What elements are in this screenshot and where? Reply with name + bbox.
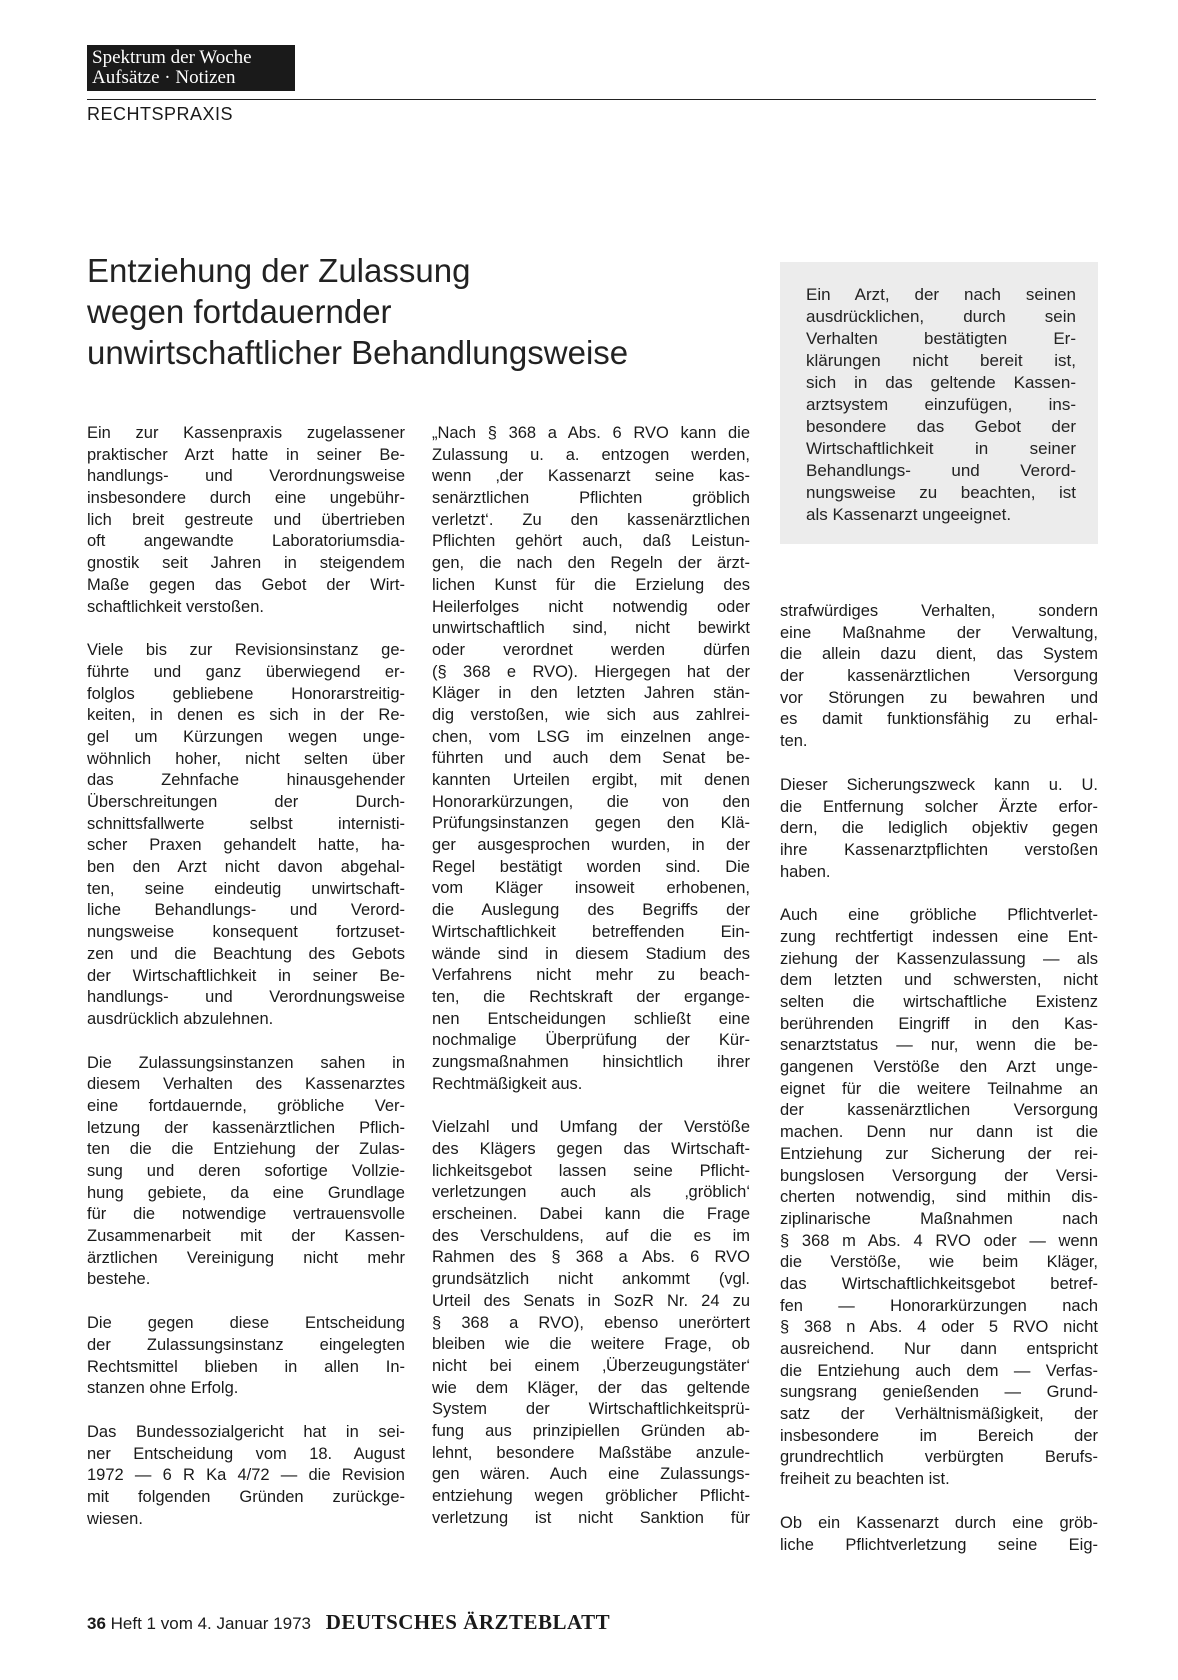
text-line: handlungs- und Verordnungsweise: [87, 467, 405, 486]
pull-quote: [780, 262, 1098, 544]
text-line: nungsweise konsequent fortzuset-: [87, 923, 405, 942]
pull-quote-line: Wirtschaftlichkeit in seiner: [806, 439, 1076, 458]
paragraph: [87, 640, 405, 1030]
pull-quote-line: nungsweise zu beachten, ist: [806, 483, 1076, 502]
paragraph-gap: [87, 618, 405, 640]
text-line: folglos gebliebene Honorarstreitig-: [87, 684, 405, 703]
text-line: verletzungen auch als ‚gröblich‘: [432, 1183, 750, 1202]
text-line: Rechtmäßigkeit aus.: [432, 1074, 583, 1093]
text-line: wöhnlich hoher, nicht selten über: [87, 749, 405, 768]
paragraph: [780, 905, 1098, 1491]
page-number: 36: [87, 1614, 106, 1633]
text-line: Viele bis zur Revisionsinstanz ge-: [87, 641, 405, 660]
text-line: (§ 368 e RVO). Hiergegen hat der: [432, 662, 750, 681]
paragraph-gap: [780, 883, 1098, 905]
text-line: gen, die nach den Regeln der ärzt-: [432, 554, 750, 573]
text-line: führten und auch dem Senat be-: [432, 749, 750, 768]
text-line: Vielzahl und Umfang der Verstöße: [432, 1118, 750, 1137]
text-line: die Entziehung auch dem — Verfas-: [780, 1361, 1098, 1380]
text-line: Rechtsmittel blieben in allen In-: [87, 1357, 405, 1376]
text-column-1: [87, 423, 405, 1530]
text-line: freiheit zu beachten ist.: [780, 1470, 950, 1489]
text-line: wiesen.: [87, 1509, 143, 1528]
text-line: dig verstoßen, wie sich aus zahlrei-: [432, 705, 750, 724]
text-line: der kassenärztlichen Versorgung: [780, 1101, 1098, 1120]
text-line: kannten Urteilen ergibt, mit denen: [432, 771, 750, 789]
text-line: ausreichend. Nur dann entspricht: [780, 1340, 1098, 1358]
text-line: Ein zur Kassenpraxis zugelassener: [87, 424, 405, 442]
text-line: vom Kläger insoweit erhobenen,: [432, 879, 750, 898]
text-line: oder verordnet werden dürfen: [432, 640, 750, 659]
text-line: es damit funktionsfähig zu erhal-: [780, 710, 1098, 729]
text-line: bleiben wie die weitere Frage, ob: [432, 1335, 750, 1354]
section-label-line2: Aufsätze · Notizen: [92, 67, 236, 88]
text-line: Honorarkürzungen, die von den: [432, 792, 750, 811]
pull-quote-line: arztsystem einzufügen, ins-: [806, 395, 1076, 414]
text-line: ärztlichen Vereinigung nicht mehr: [87, 1248, 405, 1267]
text-line: wenn ‚der Kassenarzt seine kas-: [432, 467, 750, 486]
pull-quote-line: Ein Arzt, der nach seinen: [806, 285, 1076, 304]
text-line: dern, die lediglich objektiv gegen: [780, 819, 1098, 838]
text-line: ben den Arzt nicht davon abgehal-: [87, 858, 405, 877]
pull-quote-line: sich in das geltende Kassen-: [806, 373, 1076, 392]
text-line: gnostik seit Jahren in steigendem: [87, 554, 405, 573]
text-line: Dieser Sicherungszweck kann u. U.: [780, 775, 1098, 794]
text-line: Pflichten gehört auch, daß Leistun-: [432, 532, 750, 551]
text-line: machen. Denn nur dann ist die: [780, 1123, 1098, 1142]
text-line: mit folgenden Gründen zurückge-: [87, 1487, 405, 1506]
paragraph-gap: [780, 1491, 1098, 1513]
text-line: sungsrang genießenden — Grund-: [780, 1383, 1098, 1402]
magazine-title: DEUTSCHES ÄRZTEBLATT: [325, 1610, 611, 1634]
paragraph: [87, 1313, 405, 1400]
text-line: für die notwendige vertrauensvolle: [87, 1205, 405, 1224]
text-line: des Klägers gegen das Wirtschaft-: [432, 1140, 750, 1158]
text-line: ten, seine eindeutig unwirtschaft-: [87, 879, 405, 898]
text-line: Entziehung zur Sicherung der rei-: [780, 1144, 1098, 1163]
text-line: selten die wirtschaftliche Existenz: [780, 993, 1098, 1011]
text-line: vor Störungen zu bewahren und: [780, 688, 1098, 707]
text-line: System der Wirtschaftlichkeitsprü-: [432, 1400, 750, 1419]
text-line: ger ausgesprochen wurden, in der: [432, 836, 750, 855]
text-line: cherten notwendig, sind mithin dis-: [780, 1188, 1098, 1207]
title-line: Entziehung der Zulassung: [87, 252, 471, 289]
text-line: sung und deren sofortige Vollzie-: [87, 1162, 405, 1180]
text-line: Prüfungsinstanzen gegen den Klä-: [432, 814, 750, 833]
text-line: § 368 a RVO), ebenso unerörtert: [432, 1313, 750, 1332]
text-line: das Wirtschaftlichkeitsgebot betref-: [780, 1274, 1098, 1293]
title-line: unwirtschaftlicher Behandlungsweise: [87, 334, 629, 371]
pull-quote-line: ausdrücklichen, durch sein: [806, 307, 1076, 326]
text-line: bungslosen Versorgung der Versi-: [780, 1166, 1098, 1185]
text-line: praktischer Arzt hatte in seiner Be-: [87, 445, 405, 464]
paragraph: [432, 1117, 750, 1529]
text-line: diesem Verhalten des Kassenarztes: [87, 1075, 405, 1094]
text-line: liche Pflichtverletzung seine Eig-: [780, 1535, 1098, 1554]
text-line: berührenden Eingriff in den Kas-: [780, 1014, 1098, 1033]
text-line: oft angewandte Laboratoriumsdia-: [87, 532, 405, 551]
text-line: Maße gegen das Gebot der Wirt-: [87, 575, 405, 594]
text-line: Wirtschaftlichkeit betreffenden Ein-: [432, 922, 750, 941]
text-line: letzung der kassenärztlichen Pflich-: [87, 1118, 405, 1137]
text-column-3: [780, 601, 1098, 1556]
article-title: [87, 250, 707, 373]
paragraph-gap: [87, 1400, 405, 1422]
text-line: ziehung der Kassenzulassung — als: [780, 949, 1098, 968]
text-line: das Zehnfache hinausgehender: [87, 771, 405, 790]
text-line: Heilerfolges nicht notwendig oder: [432, 597, 750, 616]
paragraph-gap: [87, 1291, 405, 1313]
text-line: der Wirtschaftlichkeit in seiner Be-: [87, 966, 405, 985]
page-footer: [87, 1610, 610, 1635]
text-line: der Zulassungsinstanz eingelegten: [87, 1335, 405, 1354]
text-line: fen — Honorarkürzungen nach: [780, 1296, 1098, 1315]
text-line: Das Bundessozialgericht hat in sei-: [87, 1422, 405, 1441]
text-line: ten.: [780, 732, 808, 751]
text-line: „Nach § 368 a Abs. 6 RVO kann die: [432, 424, 750, 442]
text-line: grundrechtlich verbürgten Berufs-: [780, 1448, 1098, 1467]
text-line: strafwürdiges Verhalten, sondern: [780, 602, 1098, 620]
text-line: Die gegen diese Entscheidung: [87, 1314, 405, 1333]
text-line: Rahmen des § 368 a Abs. 6 RVO: [432, 1248, 750, 1267]
section-label-box: [87, 45, 295, 91]
pull-quote-line: besondere das Gebot der: [806, 417, 1076, 436]
text-line: die allein dazu dient, das System: [780, 645, 1098, 664]
paragraph-gap: [780, 753, 1098, 775]
text-line: fung aus prinzipiellen Gründen ab-: [432, 1421, 750, 1440]
text-line: die Verstöße, wie beim Kläger,: [780, 1253, 1098, 1272]
paragraph: [87, 423, 405, 618]
text-line: die Auslegung des Begriffs der: [432, 901, 750, 920]
text-line: entziehung wegen gröblicher Pflicht-: [432, 1487, 750, 1505]
text-line: lich breit gestreute und übertrieben: [87, 510, 405, 529]
text-line: lichen Kunst für die Erzielung des: [432, 575, 750, 594]
text-line: wie dem Kläger, der das geltende: [432, 1378, 750, 1397]
text-line: zung rechtfertigt indessen eine Ent-: [780, 927, 1098, 946]
text-line: verletzt‘. Zu den kassenärztlichen: [432, 510, 750, 529]
text-line: liche Behandlungs- und Verord-: [87, 901, 405, 920]
text-line: Kläger in den letzten Jahren stän-: [432, 684, 750, 703]
text-line: chen, vom LSG im einzelnen ange-: [432, 727, 750, 746]
text-line: des Verschuldens, auf die es im: [432, 1226, 750, 1245]
text-line: Die Zulassungsinstanzen sahen in: [87, 1053, 405, 1072]
text-line: lichkeitsgebot lassen seine Pflicht-: [432, 1161, 750, 1180]
kicker: RECHTSPRAXIS: [87, 104, 234, 124]
text-line: stanzen ohne Erfolg.: [87, 1379, 239, 1398]
text-line: zen und die Beachtung des Gebots: [87, 944, 405, 963]
text-line: gel um Kürzungen wegen unge-: [87, 727, 405, 746]
pull-quote-line: Behandlungs- und Verord-: [806, 461, 1076, 480]
paragraph: [780, 1513, 1098, 1556]
paragraph: [432, 423, 750, 1095]
paragraph-gap: [432, 1095, 750, 1117]
header-rule: [87, 99, 1096, 100]
text-line: hung gebiete, da eine Grundlage: [87, 1183, 405, 1202]
text-line: nen Entscheidungen schließt eine: [432, 1009, 750, 1028]
text-line: senarztstatus — nur, wenn die be-: [780, 1036, 1098, 1055]
section-label-line1: Spektrum der Woche: [92, 47, 252, 68]
text-line: Regel bestätigt worden sind. Die: [432, 857, 750, 876]
text-line: Auch eine gröbliche Pflichtverlet-: [780, 906, 1098, 925]
text-column-2: [432, 423, 750, 1529]
text-line: insbesondere im Bereich der: [780, 1426, 1098, 1445]
text-line: eine fortdauernde, gröbliche Ver-: [87, 1096, 405, 1115]
text-line: ner Entscheidung vom 18. August: [87, 1444, 405, 1463]
text-line: haben.: [780, 862, 831, 881]
text-line: gangenen Verstöße den Arzt unge-: [780, 1058, 1098, 1077]
paragraph-gap: [87, 1031, 405, 1053]
text-line: Ob ein Kassenarzt durch eine gröb-: [780, 1513, 1098, 1532]
paragraph: [780, 775, 1098, 883]
text-line: § 368 n Abs. 4 oder 5 RVO nicht: [780, 1318, 1098, 1337]
issue-info: Heft 1 vom 4. Januar 1973: [110, 1614, 311, 1633]
text-line: schnittsfallwerte selbst internisti-: [87, 814, 405, 833]
text-line: dem letzten und schwersten, nicht: [780, 971, 1098, 990]
text-line: Zulassung u. a. entzogen werden,: [432, 445, 750, 464]
text-line: unwirtschaftlich sind, nicht bewirkt: [432, 619, 750, 638]
text-line: nicht bei einem ‚Überzeugungstäter‘: [432, 1356, 750, 1375]
title-line: wegen fortdauernder: [87, 293, 392, 330]
text-line: lehnt, besondere Maßstäbe anzule-: [432, 1443, 750, 1462]
text-line: der kassenärztlichen Versorgung: [780, 667, 1098, 686]
paragraph: [87, 1053, 405, 1292]
paragraph: [87, 1422, 405, 1530]
text-line: eine Maßnahme der Verwaltung,: [780, 623, 1098, 642]
text-line: führte und ganz überwiegend er-: [87, 662, 405, 681]
paragraph: [780, 601, 1098, 753]
text-line: ten die die Entziehung der Zulas-: [87, 1140, 405, 1159]
text-line: schaftlichkeit verstoßen.: [87, 597, 264, 616]
text-line: Verfahrens nicht mehr zu beach-: [432, 966, 750, 985]
text-line: erscheinen. Dabei kann die Frage: [432, 1205, 750, 1224]
text-line: wände sind in diesem Stadium des: [432, 944, 750, 963]
text-line: keiten, in denen es sich in der Re-: [87, 706, 405, 725]
text-line: Zusammenarbeit mit der Kassen-: [87, 1227, 405, 1246]
text-line: zungsmaßnahmen hinsichtlich ihrer: [432, 1052, 750, 1071]
text-line: Urteil des Senats in SozR Nr. 24 zu: [432, 1291, 750, 1310]
text-line: ziplinarische Maßnahmen nach: [780, 1209, 1098, 1228]
pull-quote-line: klärungen nicht bereit ist,: [806, 351, 1076, 370]
text-line: verletzung ist nicht Sanktion für: [432, 1508, 750, 1527]
text-line: 1972 — 6 R Ka 4/72 — die Revision: [87, 1466, 405, 1485]
text-line: bestehe.: [87, 1270, 151, 1289]
text-line: gen wären. Auch eine Zulassungs-: [432, 1465, 750, 1484]
text-line: insbesondere durch eine ungebühr-: [87, 489, 405, 508]
pull-quote-line: Verhalten bestätigten Er-: [806, 329, 1076, 348]
text-line: satz der Verhältnismäßigkeit, der: [780, 1405, 1098, 1424]
text-line: Überschreitungen der Durch-: [87, 793, 405, 811]
text-line: grundsätzlich nicht ankommt (vgl.: [432, 1270, 750, 1289]
text-line: § 368 m Abs. 4 RVO oder — wenn: [780, 1231, 1098, 1250]
text-line: senärztlichen Pflichten gröblich: [432, 489, 750, 508]
text-line: ihre Kassenarztpflichten verstoßen: [780, 840, 1098, 859]
text-line: scher Praxen gehandelt hatte, ha-: [87, 836, 405, 855]
text-line: nochmalige Überprüfung der Kür-: [432, 1031, 750, 1050]
text-line: ausdrücklich abzulehnen.: [87, 1009, 274, 1028]
text-line: ten, die Rechtskraft der ergange-: [432, 987, 750, 1006]
pull-quote-line: als Kassenarzt ungeeignet.: [806, 505, 1012, 524]
text-line: die Entfernung solcher Ärzte erfor-: [780, 797, 1098, 816]
text-line: handlungs- und Verordnungsweise: [87, 988, 405, 1007]
text-line: eignet für die weitere Teilnahme an: [780, 1079, 1098, 1098]
